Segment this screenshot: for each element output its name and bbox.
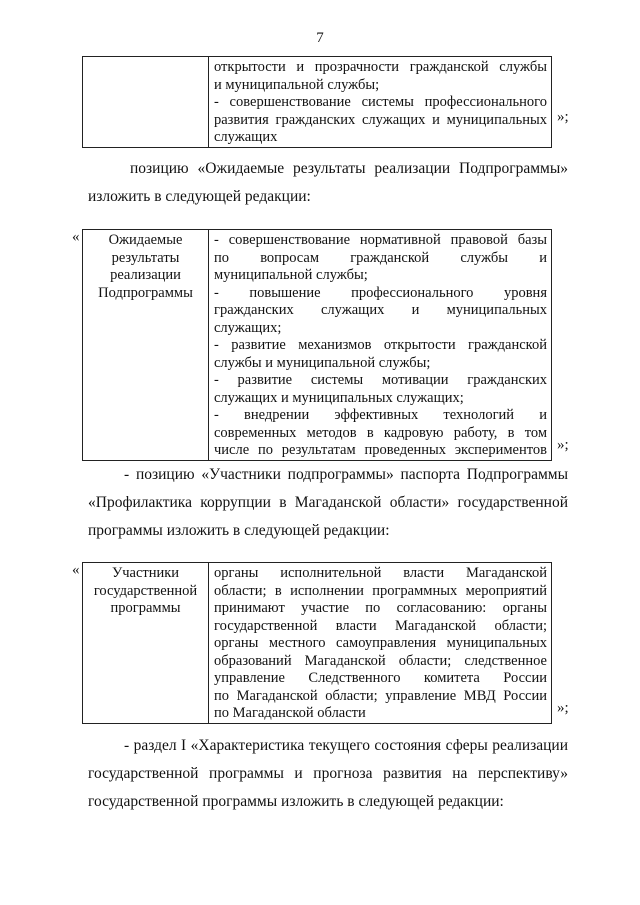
table-participants (82, 562, 552, 724)
label-line: Ожидаемые (108, 232, 183, 248)
text-line: по Магаданской области; управление МВД России (214, 687, 547, 704)
text-line: области; в исполнении программных мероприятий (214, 582, 547, 599)
open-quote: « (72, 229, 80, 245)
paragraph-line: программы изложить в следующей редакции: (88, 522, 390, 539)
text-line: развития гражданских служащих и муниципальных (214, 111, 547, 128)
text-line: гражданских служащих и муниципальных (214, 302, 547, 318)
text-line: государственной власти Магаданской области; (214, 617, 547, 634)
label-line: результаты (111, 249, 180, 266)
text-line: открытости и прозрачности гражданской службы (214, 59, 547, 75)
text-line: служащих и муниципальных служащих; (214, 389, 464, 406)
text-line: служащих (214, 129, 278, 145)
paragraph-line: - позицию «Участники подпрограммы» паспорта Подпрограммы (124, 466, 568, 483)
text-line: современных методов в кадровую работу, в том (214, 424, 547, 441)
table-expected-results (82, 229, 552, 461)
table-continuation-left-cell (83, 57, 209, 148)
text-line: по вопросам гражданской службы и (214, 249, 547, 266)
paragraph-line: «Профилактика коррупции в Магаданской области» государственной (88, 494, 568, 511)
text-line: - внедрении эффективных технологий и (214, 407, 547, 423)
paragraph-line: государственной программы изложить в следующей редакции: (88, 793, 504, 810)
close-quote: »; (557, 700, 569, 716)
table-expected-results-label-cell (83, 230, 209, 461)
paragraph-line: государственной программы и прогноза развития на перспективу» (88, 765, 568, 782)
text-line: - развитие механизмов открытости гражданской (214, 337, 547, 353)
text-line: муниципальной службы; (214, 267, 368, 283)
text-line: управление Следственного комитета России (214, 670, 547, 686)
text-line: органы исполнительной власти Магаданской (214, 565, 547, 581)
text-line: - повышение профессионального уровня (214, 284, 547, 301)
label-line: Участники (111, 565, 180, 581)
text-line: числе по результатам проведенных экспериментов (214, 442, 547, 458)
paragraph-line: - раздел I «Характеристика текущего состояния сферы реализации (124, 737, 568, 754)
paragraph-line: позицию «Ожидаемые результаты реализации Подпрограммы» (130, 160, 568, 177)
open-quote: « (72, 562, 80, 578)
text-line: по Магаданской области (214, 705, 366, 721)
paragraph-line: изложить в следующей редакции: (88, 188, 311, 205)
text-line: - совершенствование нормативной правовой базы (214, 232, 547, 248)
text-line: принимают участие по согласованию: органы (214, 600, 547, 616)
text-line: органы местного самоуправления муниципальных (214, 635, 547, 651)
label-line: государственной (93, 582, 198, 599)
table-continuation (82, 56, 552, 148)
text-line: служащих; (214, 319, 282, 336)
text-line: службы и муниципальной службы; (214, 354, 431, 371)
table-expected-results-content-cell (209, 230, 552, 461)
table-participants-label-cell (83, 563, 209, 724)
text-line: - совершенствование системы профессионального (214, 94, 547, 110)
label-line: реализации (110, 267, 181, 283)
text-line: и муниципальной службы; (214, 76, 380, 93)
close-quote: »; (557, 109, 569, 125)
table-continuation-right-cell (209, 57, 552, 148)
table-participants-content-cell (209, 563, 552, 724)
text-line: образований Магаданской области; следственное (214, 652, 547, 669)
text-line: - развитие системы мотивации гражданских (214, 372, 547, 388)
label-line: Подпрограммы (98, 284, 193, 301)
label-line: программы (110, 600, 181, 616)
close-quote: »; (557, 437, 569, 453)
page-number: 7 (316, 30, 324, 46)
